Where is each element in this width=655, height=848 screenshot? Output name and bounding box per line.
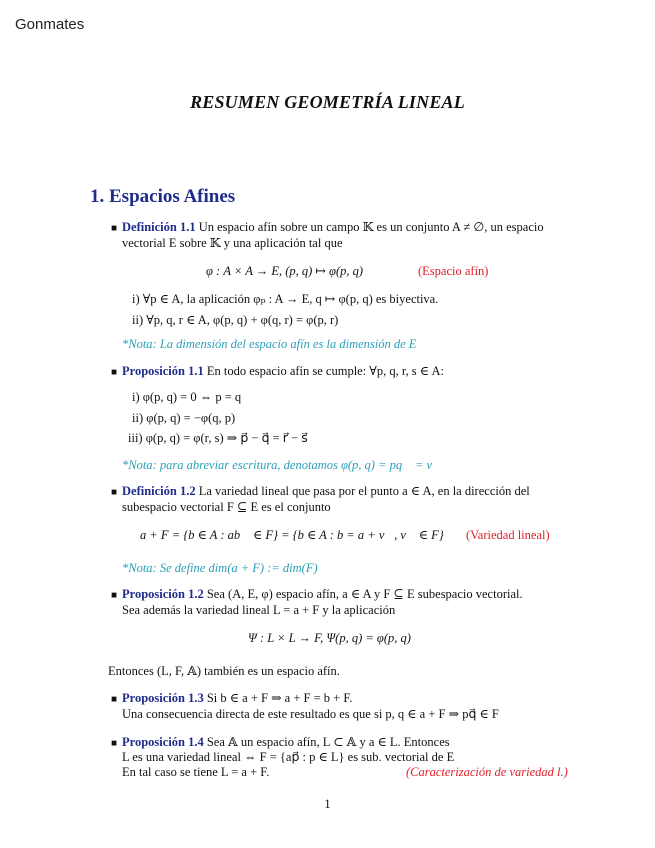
prop4-line1 — [122, 735, 450, 750]
prop1-item-3: iii) φ(p, q) = φ(r, s) ⇒ p⃗ − q⃗ = r⃗ − s⃗ — [128, 431, 308, 445]
def1-item-1: i) ∀p ∈ A, la aplicación φₚ : A → E, q ↦ φ(p, q) es biyectiva. — [132, 292, 439, 306]
prop1-note: *Nota: para abreviar escritura, denotamos φ(p, q) = pq⃗ = v⃗ — [122, 458, 442, 472]
def1-item-2: ii) ∀p, q, r ∈ A, φ(p, q) + φ(q, r) = φ(p, r) — [132, 313, 339, 327]
def2-label: Definición 1.2 — [122, 484, 196, 498]
prop1-text: En todo espacio afín se cumple: ∀p, q, r, s ∈ A: — [206, 364, 444, 378]
def1-text: Un espacio afín sobre un campo 𝕂 es un conjunto A ≠ ∅, un espacio — [198, 220, 544, 234]
bullet-icon: ■ — [111, 367, 118, 378]
def1-label: Definición 1.1 — [122, 220, 196, 234]
def1-line2: vectorial E sobre 𝕂 y una aplicación tal que — [122, 236, 343, 250]
prop3-line2: Una consecuencia directa de este resultado es que si p, q ∈ a + F ⇒ pq⃗ ∈ F — [122, 707, 499, 721]
prop4-line3: En tal caso se tiene L = a + F. — [122, 765, 270, 779]
prop2-label: Proposición 1.2 — [122, 587, 204, 601]
prop2-text: Sea (A, E, φ) espacio afín, a ∈ A y F ⊆ E subespacio vectorial. — [206, 587, 523, 601]
def1-line1 — [122, 220, 544, 235]
prop2-line1 — [122, 587, 523, 602]
prop3-label: Proposición 1.3 — [122, 691, 204, 705]
prop4-text: Sea 𝔸 un espacio afín, L ⊂ 𝔸 y a ∈ L. Entonces — [206, 735, 450, 749]
prop4-tag: (Caracterización de variedad l.) — [406, 765, 568, 779]
brand-label: Gonmates — [15, 16, 85, 33]
def2-formula: a + F = {b ∈ A : ab⃗ ∈ F} = {b ∈ A : b = a + v⃗, v⃗ ∈ F} — [140, 528, 444, 542]
page-number: 1 — [324, 797, 331, 811]
bullet-icon: ■ — [111, 590, 118, 601]
prop1-item-1: i) φ(p, q) = 0 ⇔ p = q — [132, 390, 242, 404]
prop2-after: Entonces (L, F, 𝔸) también es un espacio afín. — [108, 664, 340, 678]
def1-formula: φ : A × A → E, (p, q) ↦ φ(p, q) — [206, 264, 364, 278]
def1-note: *Nota: La dimensión del espacio afín es la dimensión de E — [122, 337, 417, 351]
prop1-line1 — [122, 364, 444, 379]
prop2-formula: Ψ : L × L → F, Ψ(p, q) = φ(p, q) — [248, 631, 411, 645]
section-heading: 1. Espacios Afines — [90, 186, 236, 207]
prop1-item-2: ii) φ(p, q) = −φ(q, p) — [132, 411, 236, 425]
bullet-icon: ■ — [111, 223, 118, 234]
def2-text: La variedad lineal que pasa por el punto a ∈ A, en la dirección del — [198, 484, 530, 498]
prop4-label: Proposición 1.4 — [122, 735, 204, 749]
prop3-line1 — [122, 691, 352, 706]
def2-line1 — [122, 484, 530, 499]
def2-line2: subespacio vectorial F ⊆ E es el conjunto — [122, 500, 331, 514]
bullet-icon: ■ — [111, 694, 118, 705]
bullet-icon: ■ — [111, 738, 118, 749]
prop4-line2: L es una variedad lineal ⇔ F = {ap⃗ : p ∈ L} es sub. vectorial de E — [122, 750, 455, 764]
def1-tag: (Espacio afín) — [418, 264, 489, 278]
def2-tag: (Variedad lineal) — [466, 528, 550, 542]
def2-note: *Nota: Se define dim(a + F) := dim(F) — [122, 561, 318, 575]
prop1-label: Proposición 1.1 — [122, 364, 204, 378]
prop3-text: Si b ∈ a + F ⇒ a + F = b + F. — [206, 691, 353, 705]
prop2-line2: Sea además la variedad lineal L = a + F y la aplicación — [122, 603, 396, 617]
bullet-icon: ■ — [111, 487, 118, 498]
page-title: RESUMEN GEOMETRÍA LINEAL — [190, 92, 465, 112]
